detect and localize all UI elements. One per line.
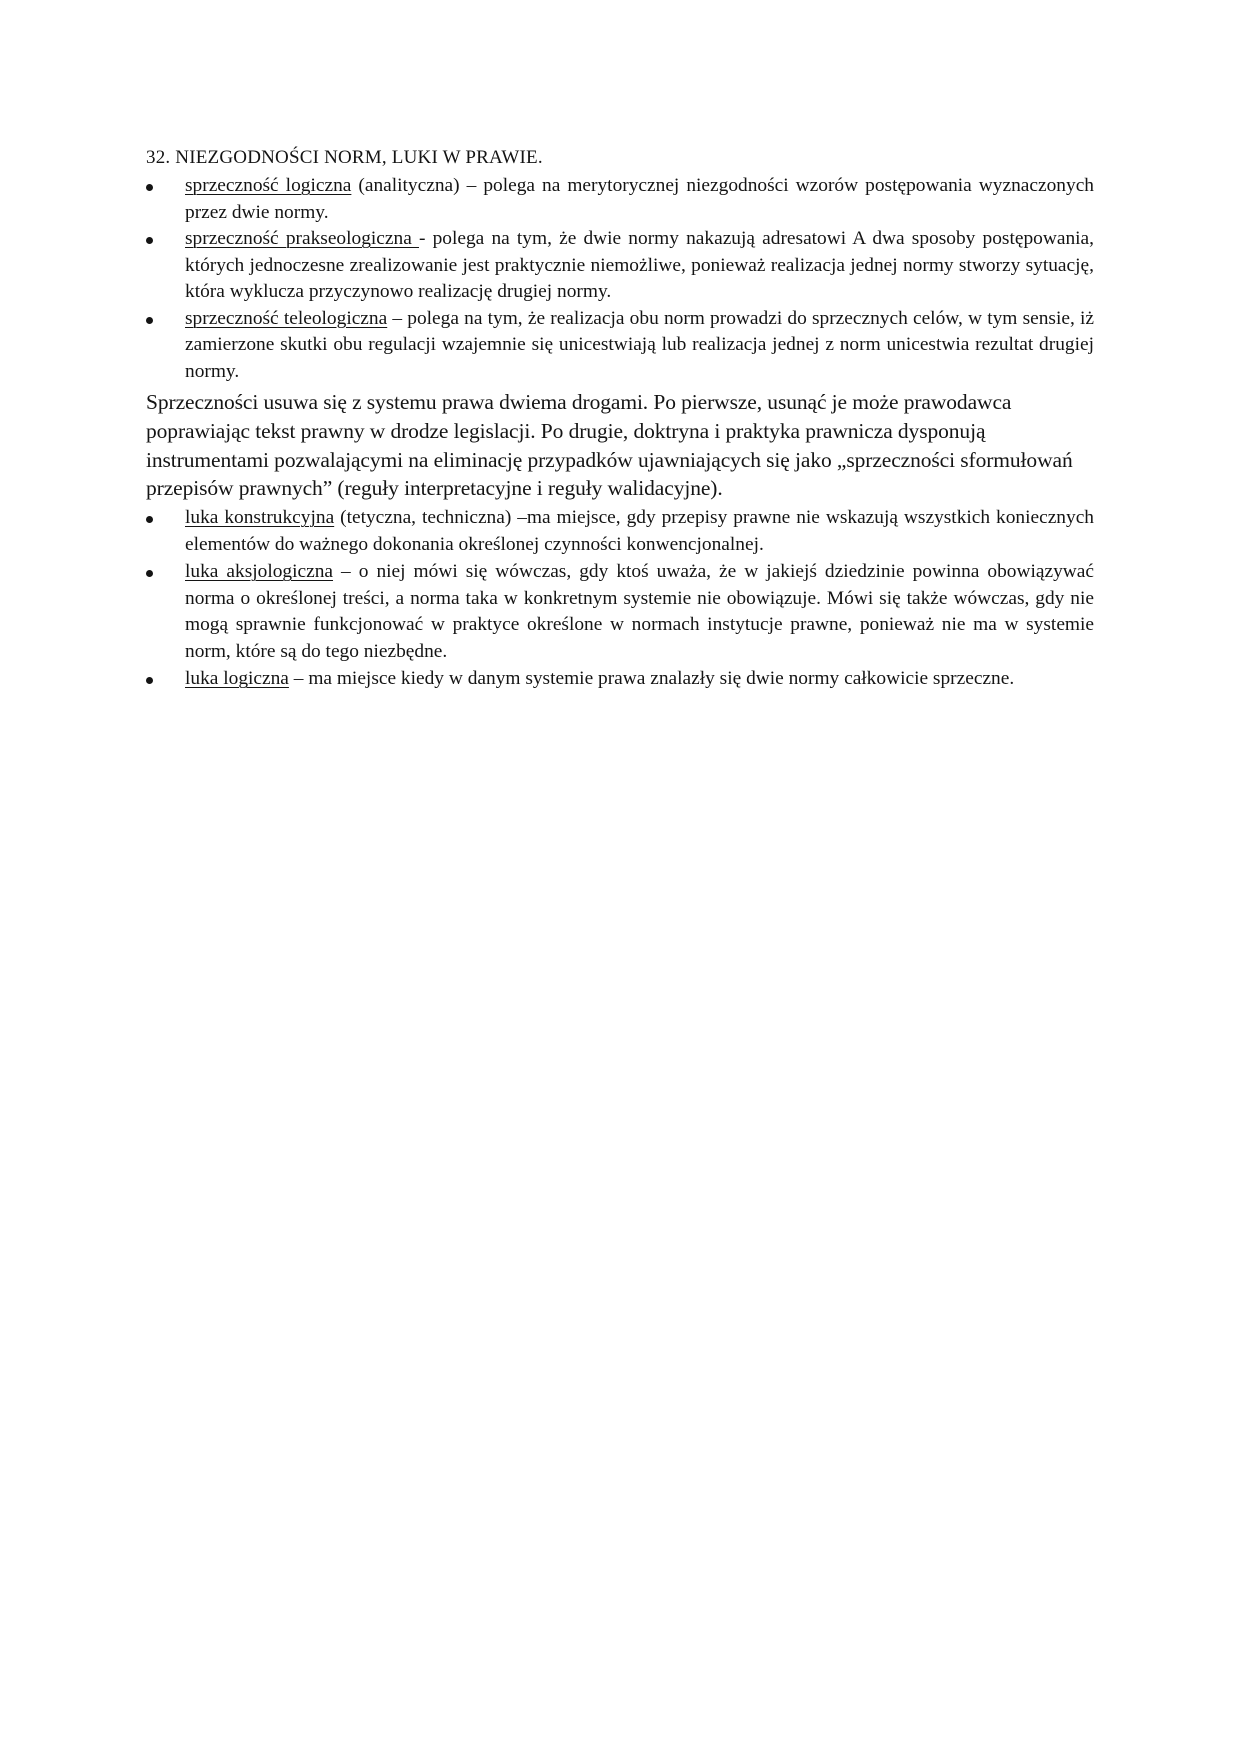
- bullet-icon: [146, 570, 153, 577]
- term-label: sprzeczność teleologiczna: [185, 307, 388, 329]
- term-label: sprzeczność prakseologiczna: [185, 228, 419, 249]
- document-page: [146, 144, 1094, 694]
- term-label: sprzeczność logiczna: [185, 175, 352, 196]
- list-item: [146, 559, 1094, 665]
- bullet-icon: [146, 237, 153, 244]
- item-text: – o niej mówi się wówczas, gdy ktoś uważa, że w jakiejś dziedzinie powinna obowiązywać norma o określonej treści, a norma taka w konkretnym systemie nie obowiązuje. Mówi się także wówczas, gdy nie mogą sprawnie funkcjonować w praktyce określone w normach instytucje prawne, ponieważ nie ma w systemie norm, które są do tego niezbędne.: [185, 561, 1095, 662]
- bullet-icon: [146, 516, 153, 523]
- bullet-icon: [146, 184, 153, 191]
- gaps-list: [146, 505, 1094, 693]
- list-item: [146, 173, 1094, 226]
- list-item: [146, 306, 1094, 386]
- section-heading: 32. NIEZGODNOŚCI NORM, LUKI W PRAWIE.: [146, 147, 543, 168]
- term-label: luka aksjologiczna: [185, 561, 334, 583]
- item-text: - polega na tym, że dwie normy nakazują adresatowi A dwa sposoby postępowania, których jednoczesne zrealizowanie jest praktycznie niemożliwe, ponieważ realizacja jednej normy stworzy sytuację, która wyklucza przyczynowo realizację drugiej normy.: [185, 228, 1094, 302]
- contradictions-list: [146, 173, 1094, 385]
- bullet-icon: [146, 677, 153, 684]
- item-text: – polega na tym, że realizacja obu norm prowadzi do sprzecznych celów, w tym sensie, iż zamierzone skutki obu regulacji wzajemnie się unicestwiają lub realizacja jednej z norm unicestwia rezultat drugiej normy.: [185, 307, 1094, 382]
- list-item: [146, 505, 1094, 558]
- list-item: [146, 226, 1094, 306]
- item-text: – ma miejsce kiedy w danym systemie prawa znalazły się dwie normy całkowicie sprzeczne.: [288, 668, 1015, 690]
- term-label: luka logiczna: [185, 668, 289, 690]
- body-paragraph: Sprzeczności usuwa się z systemu prawa dwiema drogami. Po pierwsze, usunąć je może prawodawca poprawiając tekst prawny w drodze legislacji. Po drugie, doktryna i praktyka prawnicza dysponują instrumentami pozwalającymi na eliminację przypadków ujawniających się jako „sprzeczności sformułowań przepisów prawnych” (reguły interpretacyjne i reguły walidacyjne).: [146, 390, 1073, 501]
- term-label: luka konstrukcyjna: [185, 507, 335, 529]
- list-item: [146, 666, 1094, 693]
- item-text: (analityczna) – polega na merytorycznej niezgodności wzorów postępowania wyznaczonych przez dwie normy.: [185, 175, 1094, 223]
- item-text: (tetyczna, techniczna) –ma miejsce, gdy przepisy prawne nie wskazują wszystkich koniecznych elementów do ważnego dokonania określonej czynności konwencjonalnej.: [185, 507, 1095, 555]
- bullet-icon: [146, 317, 153, 324]
